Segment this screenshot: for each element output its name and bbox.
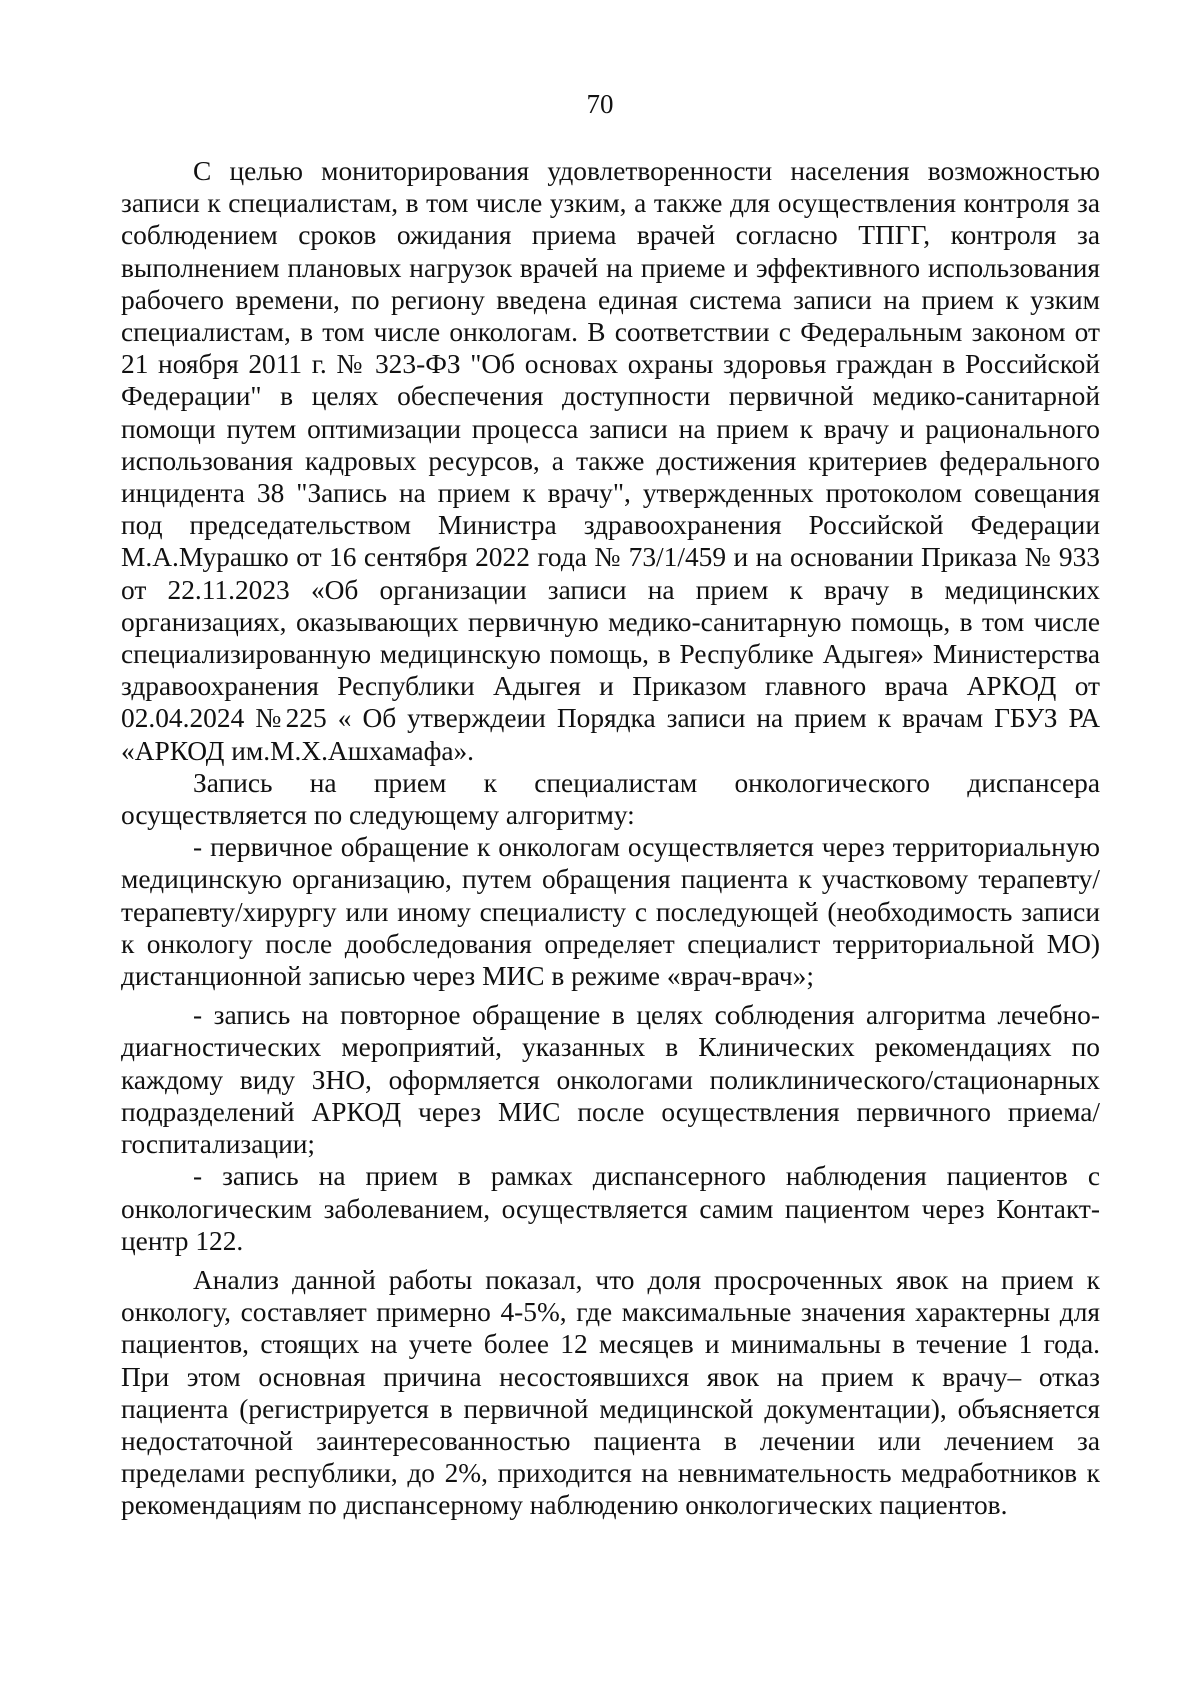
paragraph-registration-system: С целью мониторирования удовлетворенности населения возможностью записи к специалистам, в том числе узким, а также для осуществления контроля за соблюдением сроков ожидания приема врачей согласно ТПГГ, контроля за выполнением плановых нагрузок врачей на приеме и эффективного использования рабочего времени, по региону введена единая система записи на прием к узким специалистам, в том числе онкологам. В соответствии с Федеральным законом от 21 ноября 2011 г. № 323-ФЗ "Об основах охраны здоровья граждан в Российской Федерации" в целях обеспечения доступности первичной медико-санитарной помощи путем оптимизации процесса записи на прием к врачу и рационального использования кадровых ресурсов, а также достижения критериев федерального инцидента 38 "Запись на прием к врачу", утвержденных протоколом совещания под председательством Министра здравоохранения Российской Федерации М.А.Мурашко от 16 сентября 2022 года № 73/1/459 и на основании Приказа № 933 от 22.11.2023 «Об организации записи на прием к врачу в медицинских организациях, оказывающих первичную медико-санитарную помощь, в том числе специализированную медицинскую помощь, в Республике Адыгея» Министерства здравоохранения Республики Адыгея и Приказом главного врача АРКОД от 02.04.2024 №225 « Об утверждеии Порядка записи на прием к врачам ГБУЗ РА «АРКОД им.М.Х.Ашхамафа». [121,156,1100,766]
page-number: 70 [586,89,614,119]
list-item-repeat-visit: - запись на повторное обращение в целях соблюдения алгоритма лечебно-диагностических мероприятий, указанных в Клинических рекомендациях по каждому виду ЗНО, оформляется онкологами поликлинического/стационарных подразделений АРКОД через МИС после осуществления первичного приема/госпитализации; [121,1000,1100,1160]
document-body [121,155,1100,1522]
paragraph-analysis: Анализ данной работы показал, что доля просроченных явок на прием к онкологу, составляет примерно 4-5%, где максимальные значения характерны для пациентов, стоящих на учете более 12 месяцев и минимальны в течение 1 года. При этом основная причина несостоявшихся явок на прием к врачу– отказ пациента (регистрируется в первичной медицинской документации), объясняется недостаточной заинтересованностью пациента в лечении или лечением за пределами республики, до 2%, приходится на невнимательность медработников к рекомендациям по диспансерному наблюдению онкологических пациентов. [121,1264,1100,1521]
paragraph-appointment-algorithm: Запись на прием к специалистам онкологического диспансера осуществляется по следующему алгоритму: [121,767,1100,831]
list-item-dispensary-observation: - запись на прием в рамках диспансерного наблюдения пациентов с онкологическим заболеванием, осуществляется самим пациентом через Контакт-центр 122. [121,1161,1100,1256]
list-item-primary-visit: - первичное обращение к онкологам осуществляется через территориальную медицинскую организацию, путем обращения пациента к участковому терапевту/терапевту/хирургу или иному специалисту с последующей (необходимость записи к онкологу после дообследования определяет специалист территориальной МО) дистанционной записью через МИС в режиме «врач-врач»; [121,832,1100,992]
